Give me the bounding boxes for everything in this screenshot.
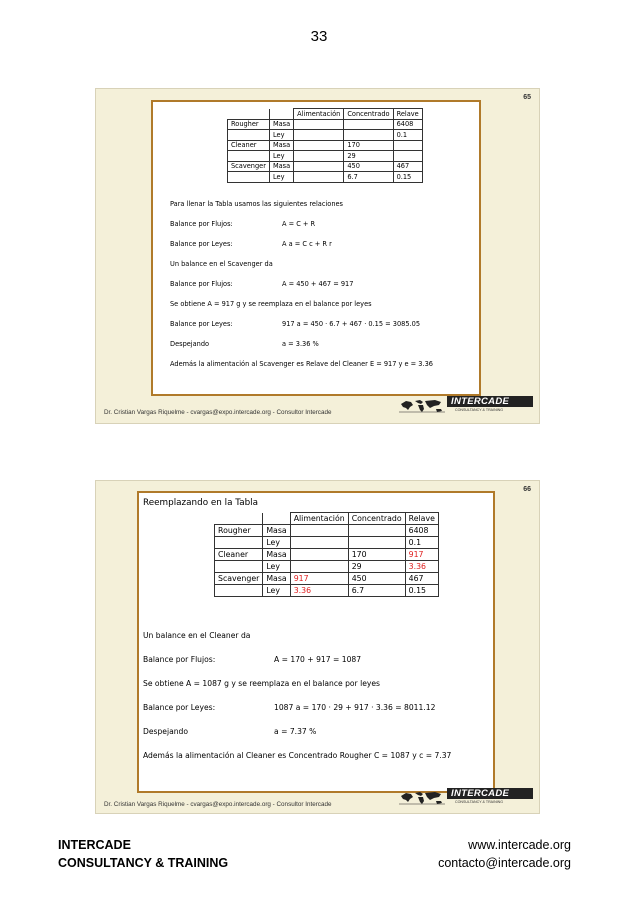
text-line: Balance por Flujos: A = 170 + 917 = 1087 <box>143 655 362 664</box>
table-cell: 29 <box>348 561 405 573</box>
column-header: Alimentación <box>290 513 348 525</box>
table-cell: Rougher <box>215 525 263 537</box>
slide-66 <box>95 480 540 814</box>
table-cell: 6408 <box>393 119 422 130</box>
table-cell <box>290 525 348 537</box>
table-row <box>215 549 439 561</box>
table-cell <box>294 119 344 130</box>
text-line: Balance por Leyes: 917 a = 450 · 6.7 + 467 · 0.15 = 3085.05 <box>170 320 421 328</box>
table-cell: 0.1 <box>393 130 422 141</box>
table-row <box>215 525 439 537</box>
document-footer-left <box>58 836 228 872</box>
table-cell <box>215 561 263 573</box>
text-line: Balance por Leyes: 1087 a = 170 · 29 + 917 · 3.36 = 8011.12 <box>143 703 436 712</box>
text-line: Para llenar la Tabla usamos las siguientes relaciones <box>170 200 343 208</box>
table-cell <box>294 151 344 162</box>
table-cell: 0.15 <box>405 585 438 597</box>
intercade-logo <box>399 396 533 416</box>
table-cell: Ley <box>263 585 290 597</box>
table-cell: 450 <box>348 573 405 585</box>
table-cell <box>344 130 393 141</box>
table-cell: 0.1 <box>405 537 438 549</box>
footer-email-link[interactable]: contacto@intercade.org <box>438 856 571 870</box>
slide-footer-text: Dr. Cristian Vargas Riquelme - cvargas@expo.intercade.org - Consultor Intercade <box>104 409 332 416</box>
table-cell <box>348 525 405 537</box>
table-cell: Ley <box>263 537 290 549</box>
text-line: Despejando a = 3.36 % <box>170 340 319 348</box>
slide-content-frame <box>137 491 495 793</box>
table-row <box>228 161 423 172</box>
table-cell: 170 <box>344 140 393 151</box>
page-number: 33 <box>310 28 328 45</box>
logo-tagline: CONSULTANCY & TRAINING <box>455 408 504 412</box>
table-row <box>215 561 439 573</box>
table-cell <box>294 172 344 183</box>
column-header: Relave <box>393 109 422 120</box>
table-cell <box>228 130 270 141</box>
table-row <box>228 130 423 141</box>
document-footer-right <box>438 836 571 872</box>
text-line: Un balance en el Scavenger da <box>170 260 273 268</box>
table-cell-highlighted: 917 <box>405 549 438 561</box>
table-cell: 6408 <box>405 525 438 537</box>
world-map-icon <box>399 790 445 806</box>
balance-table <box>227 108 423 183</box>
intercade-logo <box>399 788 533 808</box>
table-cell <box>294 140 344 151</box>
table-cell-highlighted: 3.36 <box>405 561 438 573</box>
world-map-icon <box>399 398 445 414</box>
text-line: Además la alimentación al Scavenger es Relave del Cleaner E = 917 y e = 3.36 <box>170 360 433 368</box>
footer-company: INTERCADE <box>58 838 131 852</box>
table-cell: 29 <box>344 151 393 162</box>
table-cell: Masa <box>269 119 293 130</box>
table-row <box>215 573 439 585</box>
slide-number: 66 <box>523 486 531 493</box>
table-cell: 450 <box>344 161 393 172</box>
table-cell: Masa <box>263 525 290 537</box>
table-cell: Masa <box>263 549 290 561</box>
table-row <box>215 537 439 549</box>
table-cell: Ley <box>269 172 293 183</box>
table-row <box>215 585 439 597</box>
table-cell: Masa <box>269 140 293 151</box>
table-cell <box>290 549 348 561</box>
logo-brand: INTERCADE <box>447 396 533 407</box>
table-cell: 0.15 <box>393 172 422 183</box>
table-cell: Ley <box>263 561 290 573</box>
table-cell <box>294 130 344 141</box>
table-cell <box>294 161 344 172</box>
text-line: Balance por Flujos: A = 450 + 467 = 917 <box>170 280 354 288</box>
table-cell: Ley <box>269 130 293 141</box>
table-cell <box>215 537 263 549</box>
table-header-row <box>228 109 423 120</box>
footer-tagline: CONSULTANCY & TRAINING <box>58 856 229 870</box>
table-cell-highlighted: 917 <box>290 573 348 585</box>
slide-content-frame <box>151 100 481 396</box>
column-header: Alimentación <box>294 109 344 120</box>
table-cell-highlighted: 3.36 <box>290 585 348 597</box>
text-line: Se obtiene A = 917 g y se reemplaza en el balance por leyes <box>170 300 372 308</box>
table-cell <box>393 140 422 151</box>
table-cell: Scavenger <box>228 161 270 172</box>
table-cell: 6.7 <box>344 172 393 183</box>
table-cell <box>290 537 348 549</box>
table-header-row <box>215 513 439 525</box>
balance-table <box>214 512 439 597</box>
table-cell: Rougher <box>228 119 270 130</box>
text-line: Además la alimentación al Cleaner es Concentrado Rougher C = 1087 y c = 7.37 <box>143 751 452 760</box>
text-line: Se obtiene A = 1087 g y se reemplaza en el balance por leyes <box>143 679 380 688</box>
table-cell: 6.7 <box>348 585 405 597</box>
table-cell: Cleaner <box>228 140 270 151</box>
footer-website-link[interactable]: www.intercade.org <box>468 838 571 852</box>
text-line: Un balance en el Cleaner da <box>143 631 251 640</box>
table-row <box>228 172 423 183</box>
slide-heading: Reemplazando en la Tabla <box>143 498 259 508</box>
text-line: Despejando a = 7.37 % <box>143 727 317 736</box>
table-cell <box>290 561 348 573</box>
table-row <box>228 140 423 151</box>
table-cell: Masa <box>263 573 290 585</box>
table-cell <box>344 119 393 130</box>
table-cell <box>215 585 263 597</box>
table-cell: Ley <box>269 151 293 162</box>
table-row <box>228 151 423 162</box>
text-line: Balance por Flujos: A = C + R <box>170 220 316 228</box>
slide-65 <box>95 88 540 424</box>
table-cell: 170 <box>348 549 405 561</box>
table-cell: Masa <box>269 161 293 172</box>
logo-tagline: CONSULTANCY & TRAINING <box>455 800 504 804</box>
table-cell <box>348 537 405 549</box>
table-cell: Cleaner <box>215 549 263 561</box>
column-header: Relave <box>405 513 438 525</box>
table-cell: 467 <box>393 161 422 172</box>
column-header: Concentrado <box>344 109 393 120</box>
slide-footer-text: Dr. Cristian Vargas Riquelme - cvargas@expo.intercade.org - Consultor Intercade <box>104 801 332 808</box>
table-cell <box>228 151 270 162</box>
slide-number: 65 <box>523 94 531 101</box>
table-cell <box>393 151 422 162</box>
text-line: Balance por Leyes: A a = C c + R r <box>170 240 332 248</box>
table-cell <box>228 172 270 183</box>
table-cell: 467 <box>405 573 438 585</box>
logo-brand: INTERCADE <box>447 788 533 799</box>
table-row <box>228 119 423 130</box>
column-header: Concentrado <box>348 513 405 525</box>
table-cell: Scavenger <box>215 573 263 585</box>
